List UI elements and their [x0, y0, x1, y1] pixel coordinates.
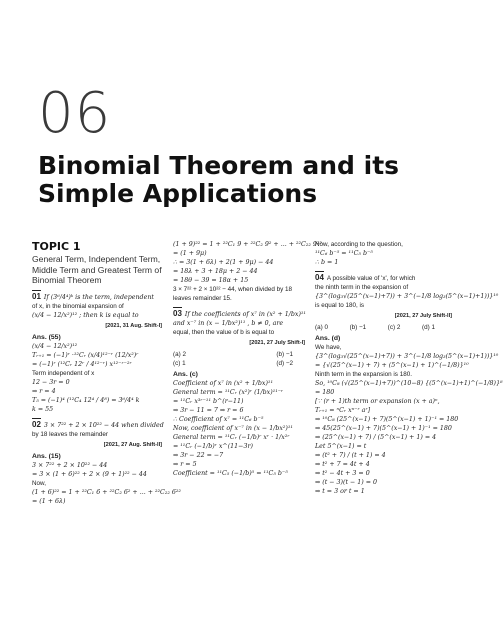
solution-line: Now, coefficient of x⁻⁷ in (x − 1/bx²)¹¹	[173, 425, 293, 432]
question-text: the ninth term in the expansion of	[315, 284, 409, 291]
solution-line: ⇒ 45(25^(x−1) + 7)(5^(x−1) + 1)⁻¹ = 180	[315, 425, 452, 432]
question-source: [2021, 27 Aug. Shift-II]	[103, 441, 162, 448]
solution-line: ⇒ ¹⁰C₈ (25^(x−1) + 7)(5^(x−1) + 1)⁻¹ = 180	[315, 416, 459, 423]
question-text: is equal to 180, is	[315, 302, 365, 309]
solution-line: = 18θ − 39 = 18α + 15	[173, 277, 249, 284]
solution-line: ¹¹C₆ b⁻⁵ = ¹¹C₅ b⁻⁵	[315, 250, 373, 257]
solution-line: 12 − 3r = 0	[32, 378, 70, 386]
solution-line: Tᵣ₊₁ = (−1)ʳ ·¹²Cᵣ (x/4)¹²⁻ʳ (12/x²)ʳ	[32, 351, 139, 359]
solution-line: = {√(25^(x−1) + 7) + (5^(x−1) + 1)^(−1/8)}¹⁰	[315, 362, 469, 369]
topic-description: General Term, Independent Term, Middle Term and Greatest Term of Binomial Theorem	[32, 254, 162, 285]
question-text: 3 × 7²² + 2 × 10²² − 44 when divided	[43, 421, 164, 429]
question-number: 01	[32, 291, 41, 301]
solution-line: k = 55	[32, 405, 54, 413]
question-text: If the coefficients of x⁷ in (x² + 1/bx)¹¹	[184, 311, 306, 318]
solution-line: 3 × 7²² + 2 × 10²² − 44	[32, 461, 108, 469]
topic-heading: TOPIC 1	[32, 240, 81, 253]
solution-line: ∴ b = 1	[315, 259, 339, 266]
content-columns	[32, 240, 503, 630]
column-3	[315, 240, 503, 496]
solution-line: ⇒ t² + 7 = 4t + 4	[315, 461, 370, 468]
option-c: (c) 1	[173, 360, 186, 367]
answer-label: Ans. (c)	[173, 371, 198, 378]
question-source: [2021, 31 Aug. Shift-I]	[105, 322, 162, 329]
solution-line: Term independent of x	[32, 369, 95, 377]
solution-line: = (1 + 6λ)	[32, 497, 66, 505]
solution-line: T₅ = (−1)⁴ (¹²C₄ 12⁴ / 4⁸) = 3⁶/4⁴ k	[32, 396, 140, 404]
options-row	[315, 323, 435, 332]
options-row	[173, 350, 293, 359]
question-text: equal, then the value of b is equal to	[173, 329, 275, 336]
option-a: (a) 0	[315, 324, 328, 331]
answer-label: Ans. (d)	[315, 335, 341, 342]
question-number: 02	[32, 419, 41, 429]
question-text: by 18 leaves the remainder	[32, 430, 108, 438]
question-text: (x/4 − 12/x²)¹² ; then k is equal to	[32, 311, 139, 319]
solution-line: ∴ = 3(1 + 6λ) + 2(1 + 9μ) − 44	[173, 259, 274, 266]
question-04	[315, 271, 503, 496]
solution-line: ⇒ r = 5	[173, 461, 197, 468]
option-d: (d) −2	[276, 360, 293, 367]
option-c: (c) 2	[387, 324, 401, 331]
question-text: A possible value of 'x', for which	[326, 275, 416, 282]
solution-line: ∴ Coefficient of x⁷ = ¹¹C₆ b⁻⁵	[173, 416, 264, 423]
solution-line: {3^(log₃√(25^(x−1)+7)) + 3^(−1/8 log₃(5^(x−1)+1))}¹⁰	[315, 353, 499, 360]
option-a: (a) 2	[173, 351, 186, 358]
question-02	[32, 418, 181, 506]
options-row	[173, 359, 293, 368]
solution-line: = ¹¹Cᵣ (−1/b)ʳ x^(11−3r)	[173, 443, 253, 450]
solution-line: 3 × 7²² + 2 × 10²² − 44, when divided by 18	[173, 286, 293, 293]
solution-line: [∵ (r + 1)th term or expansion (x + a)ⁿ,	[315, 398, 440, 405]
question-text: of x, in the binomial expansion of	[32, 302, 124, 310]
solution-line: ⇒ r = 4	[32, 387, 56, 395]
option-b: (b) −1	[276, 351, 293, 358]
solution-line: = ¹¹Cᵣ x³ʳ⁻¹¹ b^(r−11)	[173, 398, 244, 405]
solution-line: leaves remainder 15.	[173, 295, 232, 302]
solution-line: (1 + 9)²² = 1 + ²²C₁ 9 + ²²C₂ 9² + ... + ²²C₂₂ 9²²	[173, 241, 322, 248]
chapter-title: Binomial Theorem and its Simple Applications	[38, 151, 400, 208]
solution-line: ⇒ (t − 3)(t − 1) = 0	[315, 479, 378, 486]
solution-line: = (1 + 9μ)	[173, 250, 207, 257]
solution-line: Coefficient of x⁷ in (x² + 1/bx)¹¹	[173, 380, 273, 387]
solution-line: (1 + 6)²² = 1 + ²²C₁ 6 + ²²C₂ 6² + ... + ²²C₂₂ 6²²	[32, 488, 181, 496]
question-source: [2021, 27 July Shift-II]	[394, 313, 452, 319]
question-source: [2021, 27 July Shift-I]	[249, 340, 305, 346]
solution-line: = 18λ + 3 + 18μ + 2 − 44	[173, 268, 258, 275]
question-03	[173, 307, 305, 478]
question-number: 03	[173, 309, 182, 318]
solution-line: Now, according to the question,	[315, 241, 403, 248]
solution-line: So, ¹⁰C₈ (√(25^(x−1)+7))^(10−8) {(5^(x−1)+1)^(−1/8)}⁸	[315, 380, 503, 387]
question-text: If (3⁶/4⁴)ᵏ is the term, independent	[43, 293, 154, 301]
option-d: (d) 1	[422, 324, 435, 331]
solution-line: = (−1)ʳ (¹²Cᵣ 12ʳ / 4¹²⁻ʳ) x¹²⁻ʳ⁻²ʳ	[32, 360, 132, 368]
answer-label: Ans. (55)	[32, 333, 61, 341]
solution-line: Tᵣ₊₁ = ⁿCᵣ xⁿ⁻ʳ aʳ]	[315, 407, 371, 414]
question-01	[32, 290, 162, 414]
solution-line: ⇒ (25^(x−1) + 7) / (5^(x−1) + 1) = 4	[315, 434, 437, 441]
answer-label: Ans. (15)	[32, 452, 61, 460]
question-text: and x⁻⁷ in (x − 1/bx²)¹¹ , b ≠ 0, are	[173, 320, 284, 327]
option-b: (b) −1	[349, 324, 367, 331]
solution-line: Now,	[32, 479, 46, 487]
solution-line: ⇒ (t² + 7) / (t + 1) = 4	[315, 452, 386, 459]
solution-line: ⇒ t² − 4t + 3 = 0	[315, 470, 370, 477]
solution-line: ⇒ 3r − 11 = 7 ⇒ r = 6	[173, 407, 244, 414]
solution-line: ⇒ t = 3 or t = 1	[315, 488, 365, 495]
question-text: {3^(log₃√(25^(x−1)+7)) + 3^(−1/8 log₃(5^(x−1)+1))}¹⁰	[315, 293, 499, 300]
solution-line: = 3 × (1 + 6)²² + 2 × (9 + 1)²² − 44	[32, 470, 147, 478]
solution-line: Coefficient = ¹¹C₅ (−1/b)⁵ = ¹¹C₅ b⁻⁵	[173, 470, 288, 477]
solution-line: Ninth term in the expansion is 180.	[315, 371, 412, 378]
solution-line: Let 5^(x−1) = t	[315, 443, 367, 450]
question-number: 04	[315, 273, 324, 282]
solution-line: ⇒ 3r − 22 = −7	[173, 452, 224, 459]
solution-line: (x/4 − 12/x²)¹²	[32, 342, 78, 350]
solution-line: We have,	[315, 344, 342, 351]
solution-line: General term = ¹¹Cᵣ (−1/b)ʳ xʳ · 1/x²ʳ	[173, 434, 290, 441]
solution-line: = 180	[315, 389, 335, 396]
solution-line: General term = ¹¹Cᵣ (x²)ʳ (1/bx)¹¹⁻ʳ	[173, 389, 284, 396]
chapter-number: 06	[38, 81, 112, 146]
